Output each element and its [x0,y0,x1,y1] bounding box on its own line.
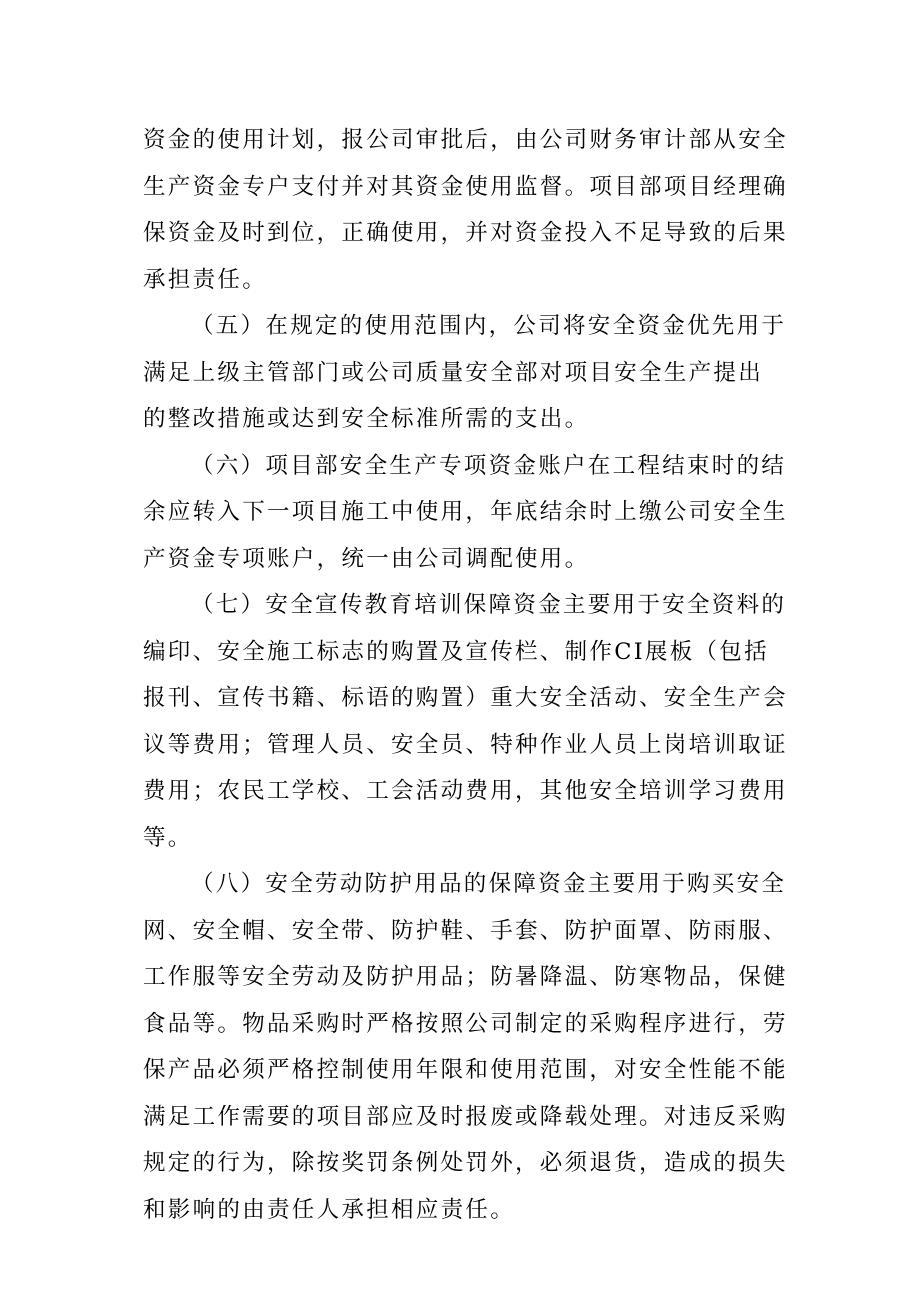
paragraph-item-8 [143,861,788,1233]
text-line: 网、安全帽、安全带、防护鞋、手套、防护面罩、防雨服、 [143,917,788,944]
text-line: 编印、安全施工标志的购置及宣传栏、制作CI展板（包括 [143,638,769,665]
text-line: 保资金及时到位，正确使用，并对资金投入不足导致的后果 [143,220,788,246]
paragraph-continuation [143,117,788,303]
text-line: 工作服等安全劳动及防护用品；防暑降温、防寒物品，保健 [143,964,788,990]
text-line: 等。 [143,824,193,851]
text-line: 生产资金专户支付并对其资金使用监督。项目部项目经理确 [143,173,788,200]
document-body [143,117,788,1233]
text-line: 规定的行为，除按奖罚条例处罚外，必须退货，造成的损失 [143,1150,788,1176]
text-line: 余应转入下一项目施工中使用，年底结余时上缴公司安全生 [143,499,788,525]
text-line: 满足上级主管部门或公司质量安全部对项目安全生产提出 [143,359,764,386]
paragraph-item-6 [143,443,788,583]
text-line: 和影响的由责任人承担相应责任。 [143,1196,516,1223]
text-line: 的整改措施或达到安全标准所需的支出。 [143,406,590,432]
text-line: 食品等。物品采购时严格按照公司制定的采购程序进行，劳 [143,1010,788,1037]
text-line: （八）安全劳动防护用品的保障资金主要用于购买安全 [191,871,787,897]
text-line: 满足工作需要的项目部应及时报废或降载处理。对违反采购 [143,1103,788,1130]
text-line: 保产品必须严格控制使用年限和使用范围，对安全性能不能 [143,1057,788,1083]
text-line: （七）安全宣传教育培训保障资金主要用于安全资料的 [191,592,787,618]
text-line: 议等费用；管理人员、安全员、特种作业人员上岗培训取证 [143,731,788,758]
paragraph-item-5 [143,303,787,443]
text-line: （五）在规定的使用范围内，公司将安全资金优先用于 [191,313,787,339]
text-line: 产资金专项账户，统一由公司调配使用。 [143,545,590,572]
paragraph-item-7 [143,582,788,861]
text-line: 报刊、宣传书籍、标语的购置）重大安全活动、安全生产会 [143,685,788,711]
text-line: 承担责任。 [143,266,268,293]
text-line: 资金的使用计划，报公司审批后，由公司财务审计部从安全 [143,127,788,153]
text-line: 费用；农民工学校、工会活动费用，其他安全培训学习费用 [143,778,788,804]
text-line: （六）项目部安全生产专项资金账户在工程结束时的结 [191,452,787,479]
